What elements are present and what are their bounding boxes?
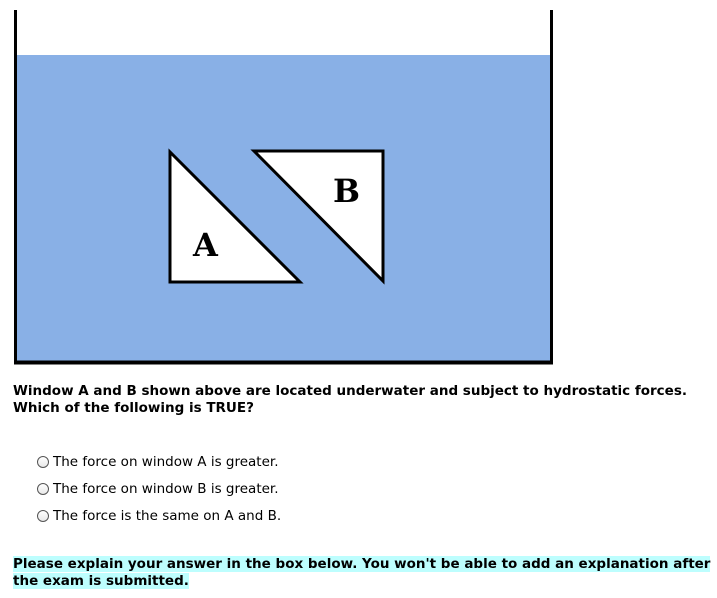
option-same[interactable] (37, 502, 281, 529)
window-a-label: A (193, 226, 218, 264)
question-text: Window A and B shown above are located underwater and subject to hydrostatic forces. Which of the following is TRUE? (13, 383, 688, 416)
radio-button[interactable] (37, 456, 49, 468)
radio-button[interactable] (37, 483, 49, 495)
explanation-note (13, 556, 713, 590)
option-label: The force on window B is greater. (53, 480, 279, 497)
window-b-label: B (333, 172, 361, 210)
answer-options (37, 448, 281, 529)
explanation-note-text: Please explain your answer in the box below. You won't be able to add an explanation after the exam is submitted. (13, 556, 711, 589)
option-label: The force on window A is greater. (53, 453, 279, 470)
option-b-greater[interactable] (37, 475, 281, 502)
radio-button[interactable] (37, 510, 49, 522)
water (17, 55, 550, 362)
option-a-greater[interactable] (37, 448, 281, 475)
option-label: The force is the same on A and B. (53, 507, 282, 524)
